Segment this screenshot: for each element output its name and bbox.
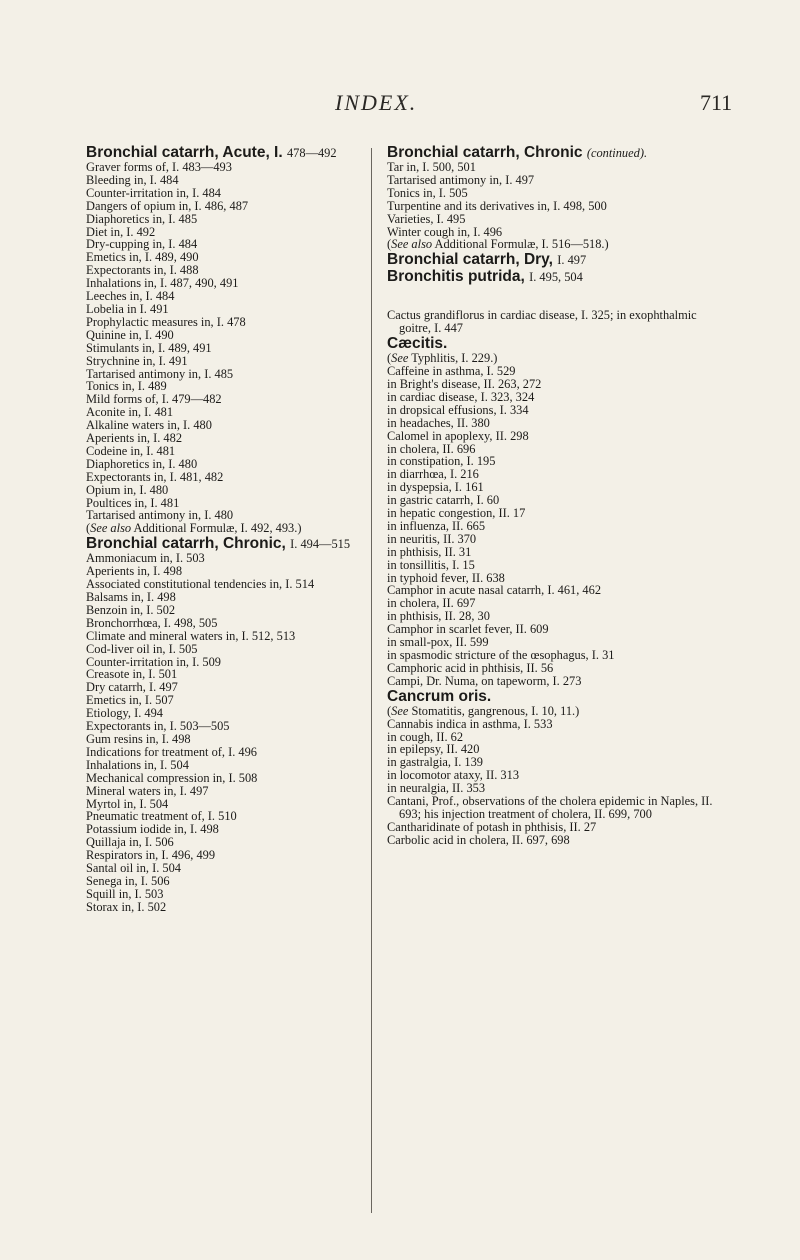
- index-heading-text: Bronchial catarrh, Chronic: [387, 144, 583, 161]
- index-entry: Respirators in, I. 496, 499: [86, 848, 216, 863]
- index-entry: Camphor in scarlet fever, II. 609: [387, 622, 549, 637]
- index-entry: Counter-irritation in, I. 509: [86, 654, 221, 669]
- index-entry: Quinine in, I. 490: [86, 327, 174, 342]
- index-entry: in hepatic congestion, II. 17: [387, 506, 526, 521]
- index-entry: Strychnine in, I. 491: [86, 353, 188, 368]
- cross-reference: (See also Additional Formulæ, I. 492, 493.): [86, 521, 302, 536]
- index-heading-text: Bronchial catarrh, Chronic,: [86, 535, 286, 553]
- index-entry: Indications for treatment of, I. 496: [86, 744, 258, 759]
- index-entry: Mineral waters in, I. 497: [86, 783, 209, 798]
- index-entry: Tartarised antimony in, I. 497: [387, 172, 535, 187]
- index-entry: in small-pox, II. 599: [387, 635, 489, 650]
- index-heading-text: Bronchial catarrh, Acute, I.: [86, 144, 283, 161]
- index-entry: Aperients in, I. 482: [86, 431, 183, 446]
- cross-reference-label: See: [391, 703, 409, 718]
- index-entry: Pneumatic treatment of, I. 510: [86, 809, 237, 824]
- index-entry: Winter cough in, I. 496: [387, 224, 503, 239]
- index-heading-pages: I. 497: [557, 253, 587, 268]
- index-heading: [387, 252, 717, 268]
- index-heading-pages: 478—492: [286, 146, 337, 160]
- index-entry: in headaches, II. 380: [387, 415, 490, 430]
- index-entry: Emetics in, I. 507: [86, 693, 174, 708]
- index-entry: Prophylactic measures in, I. 478: [86, 314, 246, 329]
- index-entry: Leeches in, I. 484: [86, 289, 175, 304]
- index-entry: Squill in, I. 503: [86, 886, 164, 901]
- index-entry: Diaphoretics in, I. 485: [86, 211, 198, 226]
- index-entry: in diarrhœa, I. 216: [387, 467, 479, 482]
- index-entry: Codeine in, I. 481: [86, 443, 176, 458]
- index-entry: Turpentine and its derivatives in, I. 498, 500: [387, 198, 607, 213]
- index-entry: Opium in, I. 480: [86, 482, 169, 497]
- index-entry: Inhalations in, I. 487, 490, 491: [86, 276, 239, 291]
- index-heading: [387, 145, 717, 161]
- index-entry: in phthisis, II. 31: [387, 544, 472, 559]
- index-entry: Potassium iodide in, I. 498: [86, 822, 219, 837]
- index-entry: in locomotor ataxy, II. 313: [387, 768, 520, 783]
- index-entry: Balsams in, I. 498: [86, 590, 176, 604]
- index-entry: Climate and mineral waters in, I. 512, 513: [86, 628, 296, 643]
- index-entry: Creasote in, I. 501: [86, 667, 178, 682]
- index-entry: Quillaja in, I. 506: [86, 835, 174, 850]
- index-entry: in neuralgia, II. 353: [387, 781, 486, 796]
- index-entry: Inhalations in, I. 504: [86, 757, 189, 772]
- index-entry: Mild forms of, I. 479—482: [86, 392, 222, 407]
- index-entry: Cactus grandiflorus in cardiac disease, I. 325; in exophthalmic goitre, I. 447: [387, 308, 697, 336]
- index-entry: Senega in, I. 506: [86, 873, 170, 888]
- index-entry: Associated constitutional tendencies in, I. 514: [86, 577, 315, 592]
- index-entry: Dry catarrh, I. 497: [86, 680, 178, 695]
- index-entry: in constipation, I. 195: [387, 454, 496, 469]
- cross-reference-label: See also: [90, 521, 132, 536]
- index-entry: Aconite in, I. 481: [86, 405, 174, 420]
- index-entry: Expectorants in, I. 481, 482: [86, 469, 224, 484]
- index-entry: in gastric catarrh, I. 60: [387, 493, 500, 508]
- index-entry: Gum resins in, I. 498: [86, 731, 191, 746]
- index-heading-note-italic: (continued).: [586, 146, 648, 160]
- index-entry: Caffeine in asthma, I. 529: [387, 364, 516, 379]
- index-entry: Storax in, I. 502: [86, 899, 167, 914]
- index-entry: Calomel in apoplexy, II. 298: [387, 428, 529, 443]
- index-entry: in dropsical effusions, I. 334: [387, 402, 529, 417]
- page-title: INDEX.: [335, 90, 418, 115]
- index-heading: [86, 145, 416, 161]
- index-entry: in cardiac disease, I. 323, 324: [387, 389, 535, 404]
- index-column-right: [387, 144, 717, 847]
- cross-reference-label: See also: [391, 237, 433, 252]
- index-entry: Myrtol in, I. 504: [86, 796, 169, 811]
- index-entry: Bleeding in, I. 484: [86, 172, 179, 187]
- index-entry: Cannabis indica in asthma, I. 533: [387, 716, 553, 731]
- index-heading-pages: I. 495, 504: [529, 270, 583, 285]
- page-number: 711: [700, 90, 733, 115]
- index-entry: in epilepsy, II. 420: [387, 742, 480, 757]
- index-heading-text: Bronchial catarrh, Dry,: [387, 251, 553, 269]
- index-entry: Ammoniacum in, I. 503: [86, 551, 205, 566]
- cross-reference: (See Typhlitis, I. 229.): [387, 351, 498, 366]
- index-entry: Dry-cupping in, I. 484: [86, 237, 198, 252]
- index-entry: Bronchorrhœa, I. 498, 505: [86, 615, 218, 630]
- index-entry: Counter-irritation in, I. 484: [86, 185, 221, 200]
- index-entry: Benzoin in, I. 502: [86, 602, 176, 617]
- index-entry: Varieties, I. 495: [387, 211, 466, 226]
- index-entry: Campi, Dr. Numa, on tapeworm, I. 273: [387, 673, 582, 688]
- index-heading-note: [587, 146, 647, 160]
- index-entry: in cholera, II. 697: [387, 596, 476, 611]
- index-heading-text: Cancrum oris.: [387, 687, 492, 705]
- index-entry: in tonsillitis, I. 15: [387, 557, 475, 572]
- index-entry: Tonics in, I. 489: [86, 379, 167, 394]
- index-entry: in phthisis, II. 28, 30: [387, 609, 490, 624]
- index-entry: Expectorants in, I. 503—505: [86, 719, 230, 734]
- spacer: [387, 285, 717, 309]
- index-entry: Lobelia in I. 491: [86, 301, 169, 316]
- index-entry: in cholera, II. 696: [387, 441, 476, 456]
- index-entry: Carbolic acid in cholera, II. 697, 698: [387, 832, 570, 847]
- index-entry: Tartarised antimony in, I. 485: [86, 366, 234, 381]
- index-heading: [387, 689, 717, 705]
- index-entry: Tar in, I. 500, 501: [387, 160, 476, 174]
- index-heading-text: Cæcitis.: [387, 335, 448, 353]
- index-entry: Cantharidinate of potash in phthisis, II. 27: [387, 819, 597, 834]
- index-entry: in dyspepsia, I. 161: [387, 480, 484, 495]
- index-entry: Tartarised antimony in, I. 480: [86, 508, 234, 523]
- page-header: [0, 90, 800, 130]
- index-entry: Alkaline waters in, I. 480: [86, 418, 212, 433]
- index-heading: [86, 536, 416, 552]
- index-heading-pages: I. 494—515: [290, 537, 351, 552]
- index-entry: Stimulants in, I. 489, 491: [86, 340, 212, 355]
- index-entry: Poultices in, I. 481: [86, 495, 180, 510]
- index-entry: Cod-liver oil in, I. 505: [86, 641, 198, 656]
- index-entry: in spasmodic stricture of the œsophagus, I. 31: [387, 648, 615, 662]
- index-heading-text: Bronchitis putrida,: [387, 268, 525, 286]
- cross-reference: (See also Additional Formulæ, I. 516—518.): [387, 237, 609, 252]
- index-entry: in Bright's disease, II. 263, 272: [387, 376, 542, 391]
- cross-reference: (See Stomatitis, gangrenous, I. 10, 11.): [387, 703, 580, 718]
- index-heading: [387, 336, 717, 352]
- index-entry: Graver forms of, I. 483—493: [86, 160, 232, 174]
- index-entry: Camphoric acid in phthisis, II. 56: [387, 660, 554, 675]
- index-entry: in gastralgia, I. 139: [387, 755, 484, 770]
- index-entry: Dangers of opium in, I. 486, 487: [86, 198, 249, 213]
- index-entry: Etiology, I. 494: [86, 706, 163, 721]
- index-entry: Tonics in, I. 505: [387, 185, 468, 200]
- index-entry: Mechanical compression in, I. 508: [86, 770, 258, 785]
- index-entry: in influenza, II. 665: [387, 518, 486, 533]
- index-entry: in cough, II. 62: [387, 729, 464, 744]
- index-entry: Santal oil in, I. 504: [86, 861, 181, 876]
- index-entry: in typhoid fever, II. 638: [387, 570, 505, 585]
- index-entry: Aperients in, I. 498: [86, 564, 183, 579]
- index-column-left: [86, 144, 416, 914]
- index-heading: [387, 269, 717, 285]
- index-entry: Emetics in, I. 489, 490: [86, 250, 199, 265]
- index-entry: Camphor in acute nasal catarrh, I. 461, 462: [387, 583, 602, 598]
- index-entry: Expectorants in, I. 488: [86, 263, 199, 278]
- cross-reference-label: See: [391, 351, 409, 366]
- index-entry: in neuritis, II. 370: [387, 531, 477, 546]
- index-entry: Cantani, Prof., observations of the cholera epidemic in Naples, II. 693; his injection treatment of cholera, II. 699, 700: [387, 794, 713, 821]
- index-entry: Diaphoretics in, I. 480: [86, 456, 198, 471]
- index-entry: Diet in, I. 492: [86, 224, 156, 239]
